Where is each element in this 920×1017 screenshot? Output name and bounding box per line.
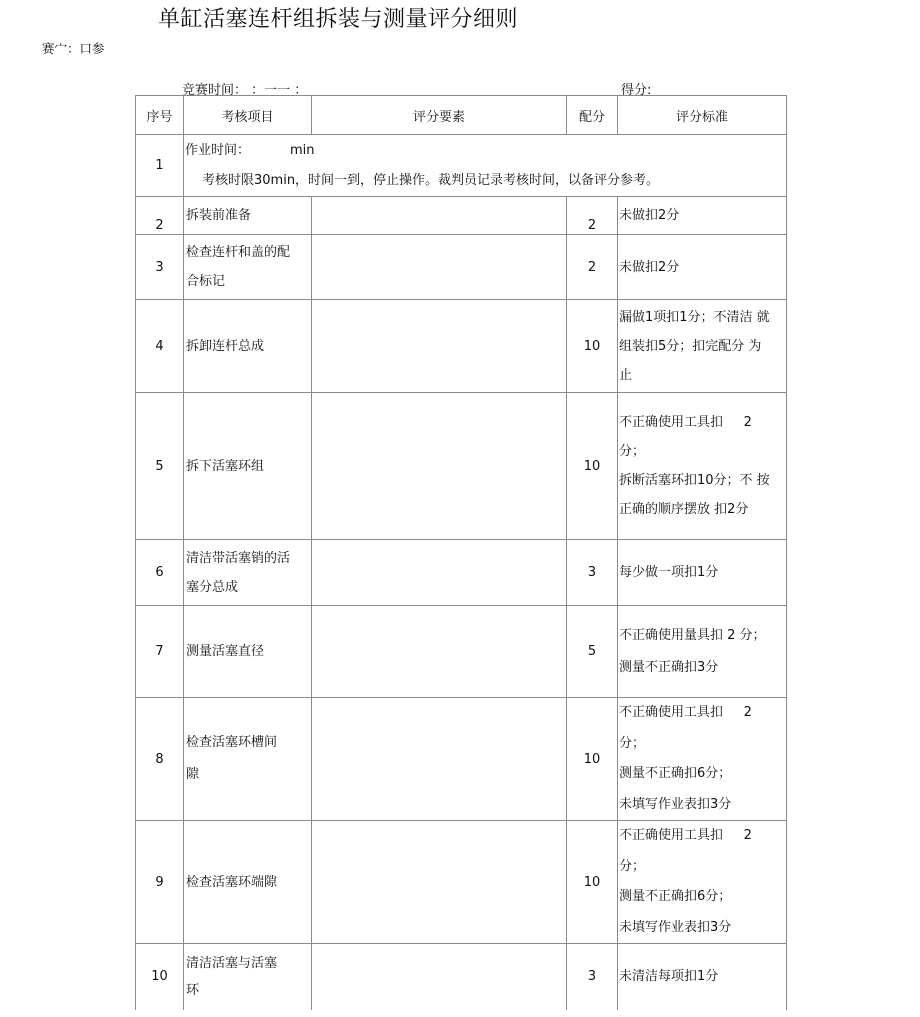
row-requirement [312, 540, 567, 606]
standard-line: 分； [619, 858, 646, 874]
standard-line: 未清洁每项扣1分 [619, 969, 719, 985]
table-row [136, 540, 787, 606]
item-line: 合标记 [186, 274, 226, 289]
standard-line: 拆断活塞环扣10分；不 按 [619, 473, 770, 488]
standard-line: 未做扣2分 [619, 208, 680, 223]
standard-line: 未填写作业表扣3分 [619, 796, 732, 812]
standard-line: 不正确使用工具扣 2 [619, 705, 752, 720]
standard-line: 未填写作业表扣3分 [619, 919, 732, 935]
scoring-table [135, 95, 787, 1010]
row-no: 10 [136, 944, 184, 1010]
standard-line: 测量不正确扣6分； [619, 889, 732, 904]
row-no: 2 [136, 197, 184, 235]
row-no: 9 [136, 821, 184, 944]
row-no: 7 [136, 606, 184, 698]
table-row [136, 606, 787, 698]
item-line: 拆卸连杆总成 [186, 338, 265, 354]
standard-line: 止 [619, 367, 633, 383]
table-row-work-time [136, 135, 787, 197]
row-standard [618, 698, 787, 821]
standard-line: 不正确使用工具扣 2 [619, 828, 752, 843]
header-requirement: 评分要素 [312, 96, 567, 135]
row-score: 10 [567, 698, 618, 821]
item-line: 清洁带活塞销的活 [186, 550, 291, 566]
row-item [184, 300, 312, 393]
item-line: 塞分总成 [186, 579, 239, 595]
row-requirement [312, 300, 567, 393]
row-item [184, 540, 312, 606]
row-requirement [312, 235, 567, 300]
work-time-note: 考核时限30min，时间一到，停止操作。裁判员记录考核时间，以备评分参考。 [202, 172, 660, 188]
row-score: 2 [567, 235, 618, 300]
row-requirement [312, 821, 567, 944]
item-line: 拆装前准备 [186, 208, 252, 223]
standard-line: 未做扣2分 [619, 259, 680, 275]
row-standard [618, 300, 787, 393]
table-row [136, 300, 787, 393]
row-standard [618, 606, 787, 698]
competition-time: 竞赛时间： ：一一 ： [182, 83, 308, 98]
row-no: 6 [136, 540, 184, 606]
item-line: 拆下活塞环组 [186, 458, 265, 474]
row-item [184, 197, 312, 235]
header-no: 序号 [136, 96, 184, 135]
item-line: 测量活塞直径 [186, 644, 265, 659]
row-item [184, 944, 312, 1010]
standard-line: 测量不正确扣6分； [619, 766, 732, 781]
item-line: 清洁活塞与活塞 [186, 955, 278, 971]
row-requirement [312, 944, 567, 1010]
row-score: 10 [567, 393, 618, 540]
item-line: 检查活塞环端隙 [186, 874, 278, 890]
row-item [184, 698, 312, 821]
standard-line: 漏做1项扣1分；不清洁 就 [619, 309, 770, 325]
row-score: 3 [567, 944, 618, 1010]
standard-line: 不正确使用工具扣 2 [619, 415, 752, 430]
table-row [136, 197, 787, 235]
row-requirement [312, 698, 567, 821]
header-item: 考核项目 [184, 96, 312, 135]
row-standard [618, 197, 787, 235]
row-no: 4 [136, 300, 184, 393]
item-line: 检查连杆和盖的配 [186, 245, 291, 260]
score-label: 得分: [621, 83, 652, 98]
work-time-label: 作业时间： [185, 142, 251, 158]
row-standard [618, 393, 787, 540]
row-no: 5 [136, 393, 184, 540]
row-item [184, 235, 312, 300]
table-header-row [136, 96, 787, 135]
row-requirement [312, 197, 567, 235]
standard-line: 分； [619, 735, 646, 751]
table-row [136, 944, 787, 1010]
header-score: 配分 [567, 96, 618, 135]
contest-info: 赛宀：口参 [42, 41, 105, 56]
row-standard [618, 821, 787, 944]
standard-line: 不正确使用量具扣 2 分； [619, 627, 766, 643]
work-time-unit: min [290, 142, 315, 158]
item-line: 环 [186, 982, 200, 998]
row-score: 10 [567, 300, 618, 393]
row-item [184, 821, 312, 944]
standard-line: 每少做一项扣1分 [619, 565, 719, 580]
row-requirement [312, 606, 567, 698]
standard-line: 分； [619, 444, 646, 459]
work-time-line [184, 136, 786, 166]
row-score: 10 [567, 821, 618, 944]
row-item [184, 606, 312, 698]
row-no: 1 [136, 135, 184, 197]
row-requirement [312, 393, 567, 540]
row-score: 5 [567, 606, 618, 698]
table-row [136, 821, 787, 944]
work-time-cell [184, 135, 787, 197]
table-row [136, 393, 787, 540]
document-title: 单缸活塞连杆组拆装与测量评分细则 [158, 7, 519, 32]
row-no: 8 [136, 698, 184, 821]
row-standard [618, 540, 787, 606]
row-item [184, 393, 312, 540]
standard-line: 测量不正确扣3分 [619, 659, 719, 675]
row-no: 3 [136, 235, 184, 300]
header-standard: 评分标准 [618, 96, 787, 135]
item-line: 隙 [186, 767, 200, 782]
row-score: 3 [567, 540, 618, 606]
row-standard [618, 944, 787, 1010]
item-line: 检查活塞环槽间 [186, 735, 278, 750]
table-row [136, 698, 787, 821]
table-row [136, 235, 787, 300]
standard-line: 正确的顺序摆放 扣2分 [619, 502, 749, 517]
standard-line: 组装扣5分；扣完配分 为 [619, 338, 762, 354]
row-standard [618, 235, 787, 300]
row-score: 2 [567, 197, 618, 235]
